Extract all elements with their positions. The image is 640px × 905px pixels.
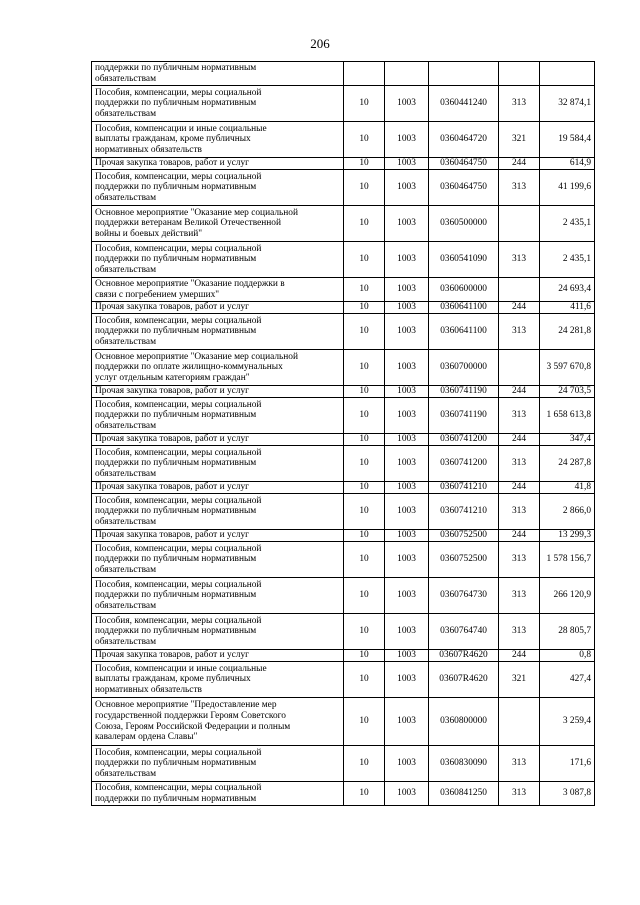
expense-type-cell: [499, 62, 540, 86]
section-code-cell: 10: [344, 746, 385, 782]
expense-type-cell: [499, 206, 540, 242]
expense-type-cell: 244: [499, 482, 540, 494]
target-article-cell: 0360464720: [429, 122, 499, 158]
target-article-cell: [429, 62, 499, 86]
section-code-cell: 10: [344, 86, 385, 122]
table-row: [92, 158, 595, 170]
amount-cell: 24 281,8: [540, 314, 595, 350]
expense-type-cell: 313: [499, 242, 540, 278]
target-article-cell: 0360641100: [429, 302, 499, 314]
table-row: [92, 278, 595, 302]
section-code-cell: 10: [344, 782, 385, 806]
table-row: [92, 170, 595, 206]
expense-name-cell: Пособия, компенсации, меры социальной поддержки по публичным нормативным обязательствам: [92, 398, 344, 434]
expense-name-cell: Пособия, компенсации, меры социальной поддержки по публичным нормативным обязательствам: [92, 446, 344, 482]
section-code-cell: 10: [344, 482, 385, 494]
target-article-cell: 0360741190: [429, 398, 499, 434]
amount-cell: 411,6: [540, 302, 595, 314]
expense-type-cell: 244: [499, 158, 540, 170]
subsection-code-cell: 1003: [385, 398, 429, 434]
expense-type-cell: 313: [499, 542, 540, 578]
target-article-cell: 0360700000: [429, 350, 499, 386]
amount-cell: 3 259,4: [540, 698, 595, 746]
target-article-cell: 0360741200: [429, 434, 499, 446]
subsection-code-cell: 1003: [385, 278, 429, 302]
table-row: [92, 614, 595, 650]
expense-name-cell: Основное мероприятие "Оказание поддержки в связи с погребением умерших": [92, 278, 344, 302]
expense-type-cell: 321: [499, 662, 540, 698]
expense-type-cell: 313: [499, 614, 540, 650]
section-code-cell: 10: [344, 578, 385, 614]
subsection-code-cell: 1003: [385, 446, 429, 482]
target-article-cell: 0360641100: [429, 314, 499, 350]
section-code-cell: 10: [344, 170, 385, 206]
budget-table-body: [92, 62, 595, 806]
section-code-cell: 10: [344, 350, 385, 386]
target-article-cell: 0360841250: [429, 782, 499, 806]
amount-cell: 13 299,3: [540, 530, 595, 542]
table-row: [92, 446, 595, 482]
amount-cell: 24 287,8: [540, 446, 595, 482]
expense-name-cell: Прочая закупка товаров, работ и услуг: [92, 482, 344, 494]
expense-type-cell: 244: [499, 434, 540, 446]
table-row: [92, 662, 595, 698]
amount-cell: 32 874,1: [540, 86, 595, 122]
subsection-code-cell: 1003: [385, 698, 429, 746]
target-article-cell: 0360600000: [429, 278, 499, 302]
section-code-cell: 10: [344, 398, 385, 434]
amount-cell: 24 693,4: [540, 278, 595, 302]
table-row: [92, 494, 595, 530]
section-code-cell: 10: [344, 662, 385, 698]
expense-name-cell: Основное мероприятие "Оказание мер социальной поддержки ветеранам Великой Отечественной войны и боевых действий": [92, 206, 344, 242]
amount-cell: 266 120,9: [540, 578, 595, 614]
expense-name-cell: Пособия, компенсации и иные социальные выплаты гражданам, кроме публичных нормативных обязательств: [92, 662, 344, 698]
table-row: [92, 746, 595, 782]
section-code-cell: 10: [344, 122, 385, 158]
table-row: [92, 530, 595, 542]
table-row: [92, 302, 595, 314]
subsection-code-cell: 1003: [385, 578, 429, 614]
amount-cell: 19 584,4: [540, 122, 595, 158]
table-row: [92, 698, 595, 746]
table-row: [92, 62, 595, 86]
expense-name-cell: Основное мероприятие "Оказание мер социальной поддержки по оплате жилищно-коммунальных услуг отдельным категориям граждан": [92, 350, 344, 386]
subsection-code-cell: 1003: [385, 434, 429, 446]
expense-name-cell: Пособия, компенсации, меры социальной поддержки по публичным нормативным обязательствам: [92, 494, 344, 530]
expense-type-cell: 313: [499, 314, 540, 350]
subsection-code-cell: 1003: [385, 662, 429, 698]
target-article-cell: 0360464750: [429, 170, 499, 206]
target-article-cell: 03607R4620: [429, 650, 499, 662]
expense-name-cell: Пособия, компенсации, меры социальной поддержки по публичным нормативным обязательствам: [92, 746, 344, 782]
expense-type-cell: 313: [499, 170, 540, 206]
section-code-cell: 10: [344, 530, 385, 542]
subsection-code-cell: 1003: [385, 170, 429, 206]
section-code-cell: 10: [344, 278, 385, 302]
expense-name-cell: Пособия, компенсации и иные социальные выплаты гражданам, кроме публичных нормативных обязательств: [92, 122, 344, 158]
target-article-cell: 0360764730: [429, 578, 499, 614]
amount-cell: 41,8: [540, 482, 595, 494]
amount-cell: 41 199,6: [540, 170, 595, 206]
section-code-cell: 10: [344, 698, 385, 746]
subsection-code-cell: 1003: [385, 614, 429, 650]
amount-cell: 614,9: [540, 158, 595, 170]
section-code-cell: 10: [344, 158, 385, 170]
table-row: [92, 782, 595, 806]
table-row: [92, 650, 595, 662]
section-code-cell: 10: [344, 242, 385, 278]
section-code-cell: 10: [344, 206, 385, 242]
expense-type-cell: 313: [499, 398, 540, 434]
expense-name-cell: Пособия, компенсации, меры социальной поддержки по публичным нормативным обязательствам: [92, 170, 344, 206]
target-article-cell: 0360464750: [429, 158, 499, 170]
expense-type-cell: 313: [499, 782, 540, 806]
amount-cell: 2 866,0: [540, 494, 595, 530]
section-code-cell: 10: [344, 650, 385, 662]
target-article-cell: 0360541090: [429, 242, 499, 278]
target-article-cell: 0360752500: [429, 542, 499, 578]
expense-name-cell: Прочая закупка товаров, работ и услуг: [92, 158, 344, 170]
section-code-cell: 10: [344, 314, 385, 350]
target-article-cell: 0360830090: [429, 746, 499, 782]
section-code-cell: 10: [344, 614, 385, 650]
subsection-code-cell: 1003: [385, 86, 429, 122]
subsection-code-cell: 1003: [385, 242, 429, 278]
table-row: [92, 242, 595, 278]
amount-cell: 3 087,8: [540, 782, 595, 806]
expense-type-cell: 244: [499, 530, 540, 542]
expense-name-cell: Пособия, компенсации, меры социальной поддержки по публичным нормативным обязательствам: [92, 578, 344, 614]
expense-name-cell: Пособия, компенсации, меры социальной поддержки по публичным нормативным обязательствам: [92, 314, 344, 350]
amount-cell: 2 435,1: [540, 206, 595, 242]
table-row: [92, 206, 595, 242]
table-row: [92, 122, 595, 158]
subsection-code-cell: 1003: [385, 302, 429, 314]
subsection-code-cell: 1003: [385, 386, 429, 398]
budget-table: [91, 61, 595, 806]
expense-name-cell: Основное мероприятие "Предоставление мер государственной поддержки Героям Советского Союза, Героям Российской Федерации и полным кавалерам ордена Славы": [92, 698, 344, 746]
table-row: [92, 542, 595, 578]
subsection-code-cell: 1003: [385, 782, 429, 806]
target-article-cell: 0360500000: [429, 206, 499, 242]
expense-name-cell: Прочая закупка товаров, работ и услуг: [92, 650, 344, 662]
subsection-code-cell: 1003: [385, 650, 429, 662]
expense-type-cell: 313: [499, 446, 540, 482]
target-article-cell: 0360752500: [429, 530, 499, 542]
expense-name-cell: Пособия, компенсации, меры социальной поддержки по публичным нормативным обязательствам: [92, 614, 344, 650]
table-row: [92, 398, 595, 434]
expense-name-cell: Пособия, компенсации, меры социальной поддержки по публичным нормативным обязательствам: [92, 86, 344, 122]
amount-cell: 427,4: [540, 662, 595, 698]
expense-name-cell: Прочая закупка товаров, работ и услуг: [92, 434, 344, 446]
amount-cell: 347,4: [540, 434, 595, 446]
expense-type-cell: 244: [499, 650, 540, 662]
amount-cell: 1 658 613,8: [540, 398, 595, 434]
amount-cell: 28 805,7: [540, 614, 595, 650]
expense-type-cell: 313: [499, 86, 540, 122]
section-code-cell: [344, 62, 385, 86]
target-article-cell: 0360764740: [429, 614, 499, 650]
expense-type-cell: 244: [499, 302, 540, 314]
amount-cell: 24 703,5: [540, 386, 595, 398]
target-article-cell: 0360741190: [429, 386, 499, 398]
expense-name-cell: Пособия, компенсации, меры социальной поддержки по публичным нормативным: [92, 782, 344, 806]
subsection-code-cell: 1003: [385, 482, 429, 494]
section-code-cell: 10: [344, 446, 385, 482]
expense-type-cell: 321: [499, 122, 540, 158]
expense-name-cell: Прочая закупка товаров, работ и услуг: [92, 530, 344, 542]
subsection-code-cell: 1003: [385, 158, 429, 170]
expense-name-cell: Прочая закупка товаров, работ и услуг: [92, 386, 344, 398]
table-row: [92, 314, 595, 350]
amount-cell: 2 435,1: [540, 242, 595, 278]
section-code-cell: 10: [344, 494, 385, 530]
expense-name-cell: поддержки по публичным нормативным обязательствам: [92, 62, 344, 86]
expense-type-cell: 313: [499, 578, 540, 614]
expense-type-cell: 244: [499, 386, 540, 398]
target-article-cell: 0360741200: [429, 446, 499, 482]
table-row: [92, 578, 595, 614]
expense-name-cell: Прочая закупка товаров, работ и услуг: [92, 302, 344, 314]
amount-cell: 0,8: [540, 650, 595, 662]
expense-type-cell: 313: [499, 494, 540, 530]
section-code-cell: 10: [344, 542, 385, 578]
section-code-cell: 10: [344, 386, 385, 398]
table-row: [92, 386, 595, 398]
subsection-code-cell: 1003: [385, 122, 429, 158]
amount-cell: 3 597 670,8: [540, 350, 595, 386]
table-row: [92, 350, 595, 386]
subsection-code-cell: [385, 62, 429, 86]
subsection-code-cell: 1003: [385, 530, 429, 542]
subsection-code-cell: 1003: [385, 542, 429, 578]
subsection-code-cell: 1003: [385, 746, 429, 782]
table-row: [92, 86, 595, 122]
target-article-cell: 03607R4620: [429, 662, 499, 698]
subsection-code-cell: 1003: [385, 350, 429, 386]
expense-name-cell: Пособия, компенсации, меры социальной поддержки по публичным нормативным обязательствам: [92, 542, 344, 578]
page-number: 206: [310, 36, 330, 51]
amount-cell: [540, 62, 595, 86]
expense-type-cell: 313: [499, 746, 540, 782]
expense-type-cell: [499, 350, 540, 386]
expense-name-cell: Пособия, компенсации, меры социальной поддержки по публичным нормативным обязательствам: [92, 242, 344, 278]
expense-type-cell: [499, 698, 540, 746]
target-article-cell: 0360741210: [429, 482, 499, 494]
subsection-code-cell: 1003: [385, 314, 429, 350]
target-article-cell: 0360741210: [429, 494, 499, 530]
amount-cell: 1 578 156,7: [540, 542, 595, 578]
subsection-code-cell: 1003: [385, 494, 429, 530]
target-article-cell: 0360441240: [429, 86, 499, 122]
section-code-cell: 10: [344, 302, 385, 314]
amount-cell: 171,6: [540, 746, 595, 782]
target-article-cell: 0360800000: [429, 698, 499, 746]
section-code-cell: 10: [344, 434, 385, 446]
table-row: [92, 434, 595, 446]
table-row: [92, 482, 595, 494]
subsection-code-cell: 1003: [385, 206, 429, 242]
expense-type-cell: [499, 278, 540, 302]
